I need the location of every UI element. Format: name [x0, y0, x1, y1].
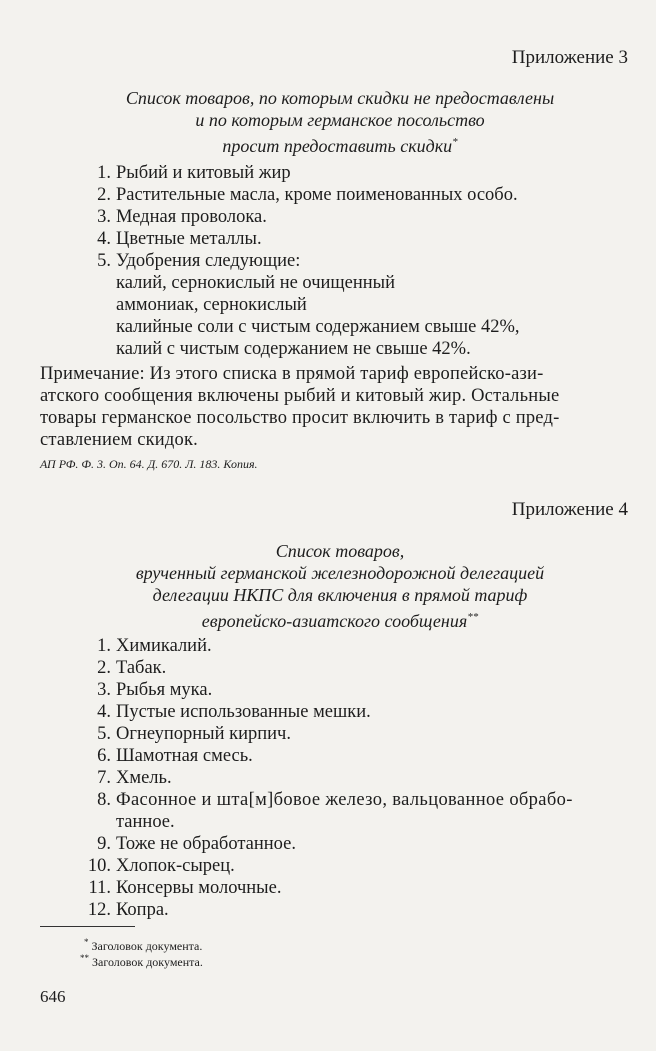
item-text: танное. [116, 812, 175, 832]
list-item [0, 723, 656, 745]
item-number: 3. [97, 207, 111, 227]
list-item [0, 228, 656, 250]
sub-item: калийные соли с чистым содержанием свыше 42%, [116, 317, 520, 337]
footnote-marker: ** [467, 611, 479, 623]
item-text: Пустые использованные мешки. [116, 702, 371, 722]
list-item [0, 162, 656, 184]
list-item [0, 657, 656, 679]
item-text: Табак. [116, 658, 167, 678]
list-item-continuation [0, 811, 656, 833]
title-line: делегации НКПС для включения в прямой тариф [152, 585, 528, 605]
list-item [0, 701, 656, 723]
footnote-divider [40, 926, 135, 927]
item-text: Фасонное и шта[м]бовое железо, вальцованное обрабо- [116, 790, 573, 810]
item-number: 1. [97, 163, 111, 183]
note-line: атского сообщения включены рыбий и китовый жир. Остальные [40, 386, 560, 406]
appendix-3-list [0, 162, 656, 360]
title-line [40, 606, 640, 632]
appendix-3-label: Приложение 3 [511, 47, 628, 68]
list-item [0, 855, 656, 877]
title-line [40, 131, 640, 157]
item-text: Консервы молочные. [116, 878, 282, 898]
appendix-3-note [40, 363, 632, 451]
item-number: 9. [97, 834, 111, 854]
item-text: Огнеупорный кирпич. [116, 724, 291, 744]
sub-item: аммониак, сернокислый [116, 295, 307, 315]
note-line: товары германское посольство просит включить в тариф с пред- [40, 408, 560, 428]
list-item [0, 206, 656, 228]
sub-item: калий, сернокислый не очищенный [116, 273, 395, 293]
list-item [0, 789, 656, 811]
sub-item: калий с чистым содержанием не свыше 42%. [116, 339, 471, 359]
item-text: Шамотная смесь. [116, 746, 253, 766]
title-line-text: европейско-азиатского сообщения [201, 611, 468, 631]
item-text: Цветные металлы. [116, 229, 262, 249]
appendix-4-label: Приложение 4 [511, 499, 628, 520]
title-line: врученный германской железнодорожной делегацией [135, 563, 545, 583]
footnote-text: Заголовок документа. [92, 955, 203, 969]
page-number: 646 [40, 987, 66, 1006]
title-line: и по которым германское посольство [195, 110, 485, 130]
note-line: Примечание: Из этого списка в прямой тариф европейско-ази- [40, 364, 544, 384]
item-text: Копра. [116, 900, 169, 920]
item-text: Растительные масла, кроме поименованных особо. [116, 185, 518, 205]
item-text: Химикалий. [116, 636, 212, 656]
archive-source: АП РФ. Ф. 3. Оп. 64. Д. 670. Л. 183. Копия. [40, 457, 258, 471]
item-number: 8. [97, 790, 111, 810]
appendix-4-title [40, 540, 640, 632]
item-text: Хмель. [116, 768, 172, 788]
note-line: ставлением скидок. [40, 430, 198, 450]
title-line: Список товаров, [275, 541, 405, 561]
list-item [0, 679, 656, 701]
item-number: 10. [87, 856, 111, 876]
item-number: 2. [97, 185, 111, 205]
footnote [80, 953, 203, 970]
item-number: 5. [97, 251, 111, 271]
item-text: Хлопок-сырец. [116, 856, 235, 876]
item-number: 2. [97, 658, 111, 678]
item-number: 5. [97, 724, 111, 744]
item-number: 12. [87, 900, 111, 920]
title-line-text: просит предоставить скидки [222, 136, 453, 156]
item-number: 4. [97, 702, 111, 722]
footnote-mark: * [84, 937, 89, 947]
item-number: 7. [97, 768, 111, 788]
list-item [0, 833, 656, 855]
list-item [0, 767, 656, 789]
item-text: Медная проволока. [116, 207, 267, 227]
item-text: Тоже не обработанное. [116, 834, 296, 854]
footnote-mark: ** [80, 953, 89, 963]
item-number: 1. [97, 636, 111, 656]
item-number: 6. [97, 746, 111, 766]
item-text: Рыбья мука. [116, 680, 213, 700]
footnote-text: Заголовок документа. [91, 939, 203, 953]
list-item [0, 184, 656, 206]
item-number: 4. [97, 229, 111, 249]
list-item [0, 635, 656, 657]
appendix-3-title [40, 87, 640, 157]
item-text: Рыбий и китовый жир [116, 163, 291, 183]
list-item [0, 250, 656, 272]
footnote-marker: * [452, 136, 458, 148]
item-number: 3. [97, 680, 111, 700]
list-item [0, 877, 656, 899]
item-text: Удобрения следующие: [116, 251, 301, 271]
title-line: Список товаров, по которым скидки не предоставлены [125, 88, 555, 108]
list-item [0, 899, 656, 921]
item-number: 11. [88, 878, 111, 898]
footnote [84, 937, 202, 954]
appendix-4-list [0, 635, 656, 921]
list-item [0, 745, 656, 767]
